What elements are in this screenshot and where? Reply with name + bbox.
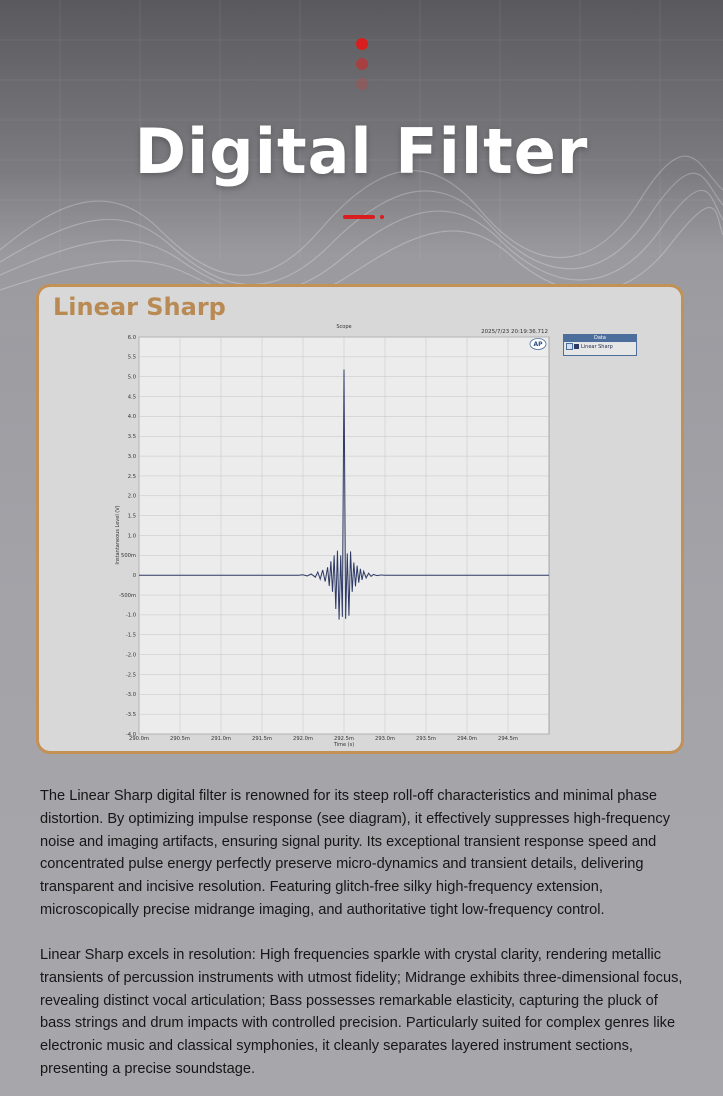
x-tick-label: 291.5m (252, 736, 272, 742)
y-tick-label: 0 (132, 573, 136, 579)
x-tick-label: 294.0m (457, 736, 477, 742)
filter-chart-card (36, 284, 684, 754)
x-tick-label: 292.5m (334, 736, 354, 742)
y-tick-label: 6.0 (127, 334, 136, 341)
x-tick-label: 294.5m (498, 736, 518, 742)
y-tick-label: -1.5 (125, 632, 136, 639)
y-tick-labels (119, 335, 136, 738)
description-paragraph-1: The Linear Sharp digital filter is renowned for its steep roll-off characteristics and minimal phase distortion. By optimizing impulse response (see diagram), it effectively suppresses high-frequency noise and imaging artifacts, ensuring signal purity. Its exceptional transient response speed and concentrated pulse energy perfectly preserve micro-dynamics and transient details, delivering transparent and incisive resolution. Featuring glitch-free silky high-frequency extension, microscopically precise midrange imaging, and authoritative tight low-frequency control. (40, 788, 670, 918)
legend-item-label: Linear Sharp (581, 344, 613, 350)
y-tick-label: 5.0 (127, 374, 136, 381)
dot-icon (356, 38, 368, 50)
y-tick-label: 3.0 (127, 453, 136, 460)
legend-title: Data (564, 335, 636, 342)
description-paragraph-2: Linear Sharp excels in resolution: High frequencies sparkle with crystal clarity, rendering metallic transients of percussion instruments with utmost fidelity; Midrange exhibits three-dimensional focus, revealing distinct vocal articulation; Bass possesses remarkable elasticity, capturing the pluck of bass strings and drum impacts with controlled precision. Particularly suited for complex genres like electronic music and classical symphonies, it cleanly separates layered instrument sections, presenting a precise soundstage. (40, 947, 683, 1077)
chart-timestamp: 2025/7/23 20:19:36.712 (481, 329, 548, 335)
dot-icon (356, 58, 368, 70)
page-title: Digital Filter (134, 115, 589, 188)
y-tick-label: 2.5 (127, 473, 136, 480)
series-swatch-icon (574, 344, 579, 349)
y-tick-label: 1.5 (127, 513, 136, 520)
y-tick-label: 500m (121, 553, 136, 560)
checkbox-icon[interactable] (566, 343, 573, 350)
ap-logo-icon (530, 339, 546, 350)
x-tick-labels (129, 736, 518, 742)
x-tick-label: 292.0m (293, 736, 313, 742)
y-tick-label: 3.5 (127, 434, 136, 441)
y-tick-label: -1.0 (125, 612, 136, 619)
y-tick-label: -3.0 (125, 692, 136, 699)
y-tick-label: 1.0 (127, 533, 136, 540)
x-tick-label: 293.5m (416, 736, 436, 742)
title-underline (343, 215, 375, 219)
legend-item[interactable] (564, 342, 636, 352)
title-underline-dot (380, 215, 384, 219)
chart-legend (563, 334, 637, 356)
y-axis-label: Instantaneous Level (V) (115, 505, 121, 565)
x-axis-label: Time (s) (333, 742, 355, 748)
x-tick-label: 291.0m (211, 736, 231, 742)
y-tick-label: -500m (119, 592, 136, 599)
x-tick-label: 293.0m (375, 736, 395, 742)
y-tick-label: -4.0 (125, 731, 136, 738)
y-tick-label: 4.0 (127, 414, 136, 421)
y-tick-label: 5.5 (127, 354, 136, 361)
decorative-dots (356, 38, 368, 98)
y-tick-label: -2.5 (125, 672, 136, 679)
y-tick-label: 4.5 (127, 394, 136, 401)
y-tick-label: -3.5 (125, 711, 136, 718)
y-tick-label: -2.0 (125, 652, 136, 659)
x-tick-label: 290.0m (129, 736, 149, 742)
ap-logo-text: AP (533, 341, 543, 348)
dot-icon (356, 78, 368, 90)
y-tick-label: 2.0 (127, 493, 136, 500)
impulse-response-chart (39, 287, 681, 751)
x-tick-label: 290.5m (170, 736, 190, 742)
chart-top-label: Scope (336, 324, 352, 330)
card-title: Linear Sharp (53, 293, 226, 321)
